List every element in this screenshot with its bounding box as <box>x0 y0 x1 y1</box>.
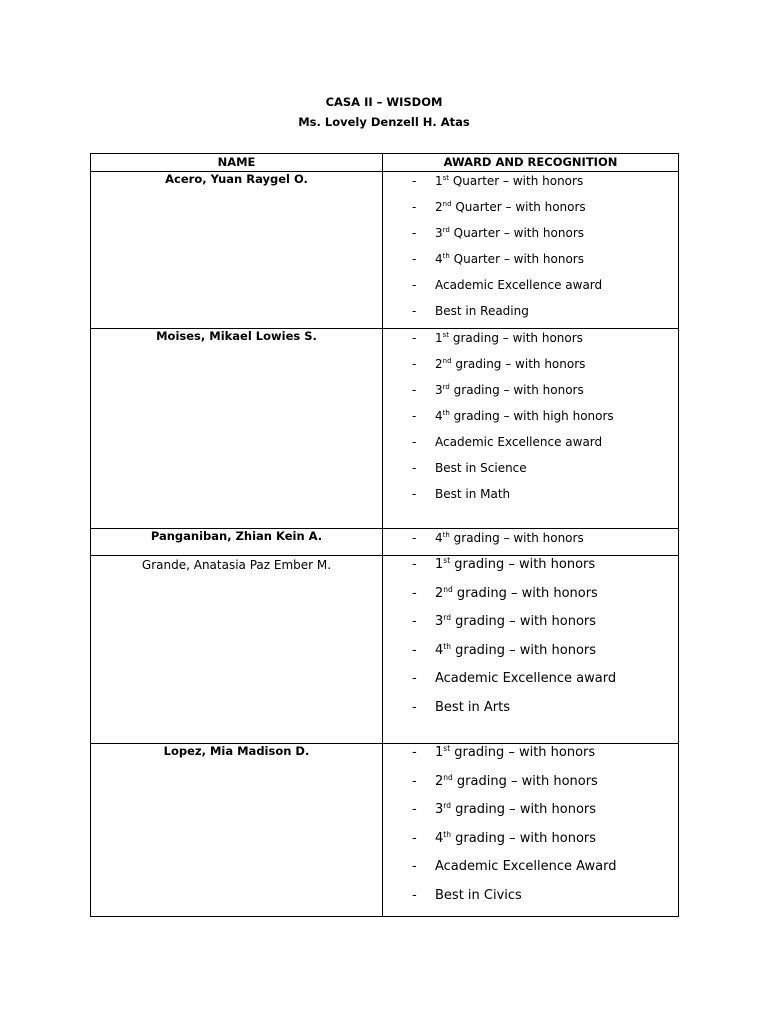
table-row <box>91 329 679 529</box>
list-item: - Best in Civics <box>412 887 522 903</box>
bullet-dash: - <box>412 642 417 658</box>
list-item: - Best in Science <box>412 461 527 475</box>
bullet-dash: - <box>412 699 417 715</box>
list-item: - 4th Quarter – with honors <box>412 252 584 266</box>
table-row <box>91 172 679 329</box>
table-row <box>91 744 679 917</box>
list-item: - 2nd grading – with honors <box>412 584 598 601</box>
list-item: - 2nd Quarter – with honors <box>412 200 586 214</box>
column-header-name: NAME <box>91 154 383 172</box>
bullet-dash: - <box>412 331 417 345</box>
bullet-dash: - <box>412 585 417 601</box>
list-item: - 1st grading – with honors <box>412 331 583 345</box>
column-header-award: AWARD AND RECOGNITION <box>383 154 679 172</box>
award-list <box>383 556 678 728</box>
bullet-dash: - <box>412 200 417 214</box>
bullet-dash: - <box>412 802 417 818</box>
award-cell <box>383 329 679 529</box>
award-cell <box>383 556 679 744</box>
bullet-dash: - <box>412 557 417 572</box>
bullet-dash: - <box>412 174 417 188</box>
bullet-dash: - <box>412 614 417 630</box>
bullet-dash: - <box>412 830 417 846</box>
award-list <box>383 744 678 916</box>
bullet-dash: - <box>412 304 417 318</box>
list-item: - Academic Excellence award <box>412 435 603 449</box>
list-item: - Academic Excellence award <box>412 278 603 292</box>
list-item: - 3rd grading – with honors <box>412 383 584 397</box>
bullet-dash: - <box>412 357 417 371</box>
document-title: CASA II – WISDOM <box>325 95 443 109</box>
list-item: - 3rd Quarter – with honors <box>412 226 584 240</box>
bullet-dash: - <box>412 487 417 501</box>
bullet-dash: - <box>412 887 417 903</box>
list-item: - 3rd grading – with honors <box>412 801 597 818</box>
bullet-dash: - <box>412 226 417 240</box>
list-item: - Best in Arts <box>412 699 511 715</box>
awards-table <box>90 153 679 917</box>
list-item: - 2nd grading – with honors <box>412 772 598 789</box>
bullet-dash: - <box>412 745 417 760</box>
bullet-dash: - <box>412 435 417 449</box>
list-item: - Best in Math <box>412 487 511 501</box>
bullet-dash: - <box>412 531 417 545</box>
bullet-dash: - <box>412 252 417 266</box>
bullet-dash: - <box>412 671 417 687</box>
table-header-row <box>91 154 679 172</box>
bullet-dash: - <box>412 278 417 292</box>
bullet-dash: - <box>412 461 417 475</box>
list-item: - Best in Reading <box>412 304 529 318</box>
list-item: - 4th grading – with honors <box>412 531 584 545</box>
bullet-dash: - <box>412 859 417 875</box>
list-item: - Academic Excellence award <box>412 671 617 687</box>
student-name: Grande, Anatasia Paz Ember M. <box>91 556 383 744</box>
award-list <box>383 529 678 549</box>
table-row <box>91 556 679 744</box>
award-cell <box>383 172 679 329</box>
list-item: - 2nd grading – with honors <box>412 357 586 371</box>
award-list <box>383 329 678 511</box>
student-name: Acero, Yuan Raygel O. <box>91 172 383 329</box>
table-row <box>91 529 679 556</box>
award-cell <box>383 529 679 556</box>
list-item: - 4th grading – with honors <box>412 641 597 658</box>
teacher-name: Ms. Lovely Denzell H. Atas <box>298 115 470 129</box>
bullet-dash: - <box>412 773 417 789</box>
bullet-dash: - <box>412 383 417 397</box>
award-list <box>383 172 678 328</box>
list-item: - 3rd grading – with honors <box>412 613 597 630</box>
list-item: - 4th grading – with honors <box>412 829 597 846</box>
list-item: - 1st Quarter – with honors <box>412 174 584 188</box>
award-cell <box>383 744 679 917</box>
list-item: - Academic Excellence Award <box>412 859 617 875</box>
list-item: - 1st grading – with honors <box>412 744 596 760</box>
student-name: Panganiban, Zhian Kein A. <box>91 529 383 556</box>
student-name: Moises, Mikael Lowies S. <box>91 329 383 529</box>
bullet-dash: - <box>412 409 417 423</box>
list-item: - 1st grading – with honors <box>412 556 596 572</box>
list-item: - 4th grading – with high honors <box>412 409 614 423</box>
student-name: Lopez, Mia Madison D. <box>91 744 383 917</box>
